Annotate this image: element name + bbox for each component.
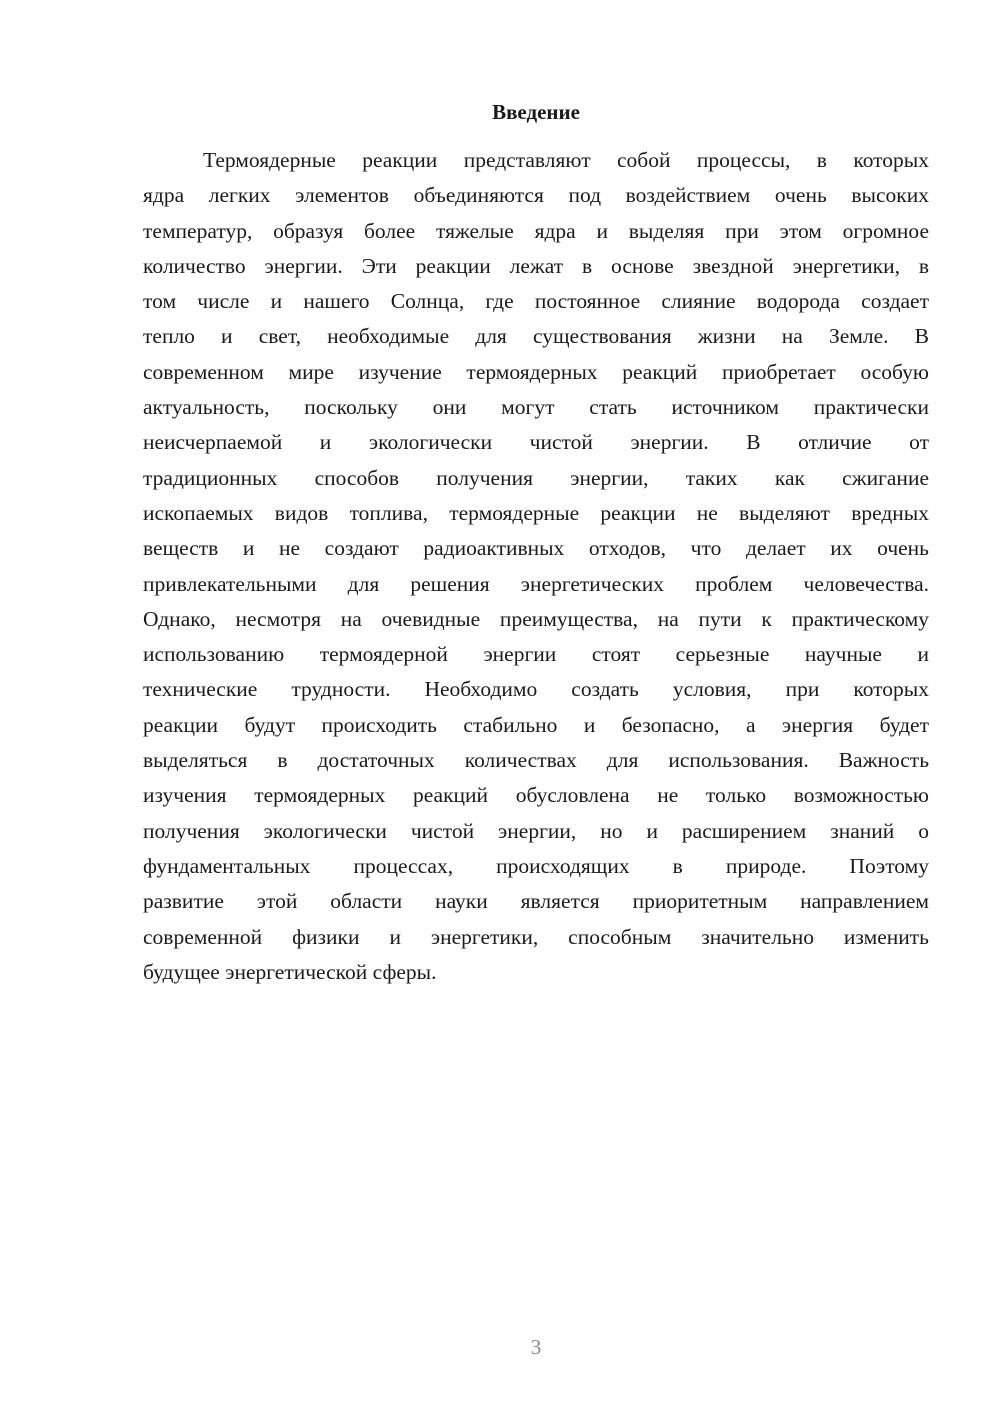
paragraph-line: традиционных способов получения энергии, таких как сжигание bbox=[143, 465, 929, 490]
paragraph-line: современном мире изучение термоядерных реакций приобретает особую bbox=[143, 359, 929, 384]
paragraph-line: развитие этой области науки является приоритетным направлением bbox=[143, 889, 929, 914]
paragraph-line: фундаментальных процессах, происходящих в природе. Поэтому bbox=[143, 853, 929, 878]
paragraph-line: ископаемых видов топлива, термоядерные реакции не выделяют вредных bbox=[143, 500, 929, 525]
paragraph-line: количество энергии. Эти реакции лежат в основе звездной энергетики, в bbox=[143, 253, 929, 278]
paragraph-line: Термоядерные реакции представляют собой процессы, в которых bbox=[203, 148, 929, 172]
paragraph-line: актуальность, поскольку они могут стать источником практически bbox=[143, 395, 929, 420]
section-heading: Введение bbox=[492, 100, 580, 124]
paragraph-line: веществ и не создают радиоактивных отходов, что делает их очень bbox=[143, 536, 929, 561]
paragraph-line: будущее энергетической сферы. bbox=[143, 959, 437, 984]
paragraph-line: технические трудности. Необходимо создать условия, при которых bbox=[143, 677, 929, 702]
paragraph-line: использованию термоядерной энергии стоят серьезные научные и bbox=[143, 642, 929, 667]
body-paragraph bbox=[143, 143, 929, 990]
paragraph-line: температур, образуя более тяжелые ядра и выделяя при этом огромное bbox=[143, 218, 929, 243]
paragraph-line: неисчерпаемой и экологически чистой энергии. В отличие от bbox=[143, 430, 929, 455]
paragraph-line: ядра легких элементов объединяются под воздействием очень высоких bbox=[143, 183, 929, 208]
paragraph-line: получения экологически чистой энергии, но и расширением знаний о bbox=[143, 818, 929, 843]
paragraph-line: привлекательными для решения энергетических проблем человечества. bbox=[143, 571, 929, 596]
paragraph-line: выделяться в достаточных количествах для использования. Важность bbox=[143, 748, 929, 773]
paragraph-line: тепло и свет, необходимые для существования жизни на Земле. В bbox=[143, 324, 929, 349]
paragraph-line: реакции будут происходить стабильно и безопасно, а энергия будет bbox=[143, 712, 929, 737]
paragraph-line: изучения термоядерных реакций обусловлена не только возможностью bbox=[143, 783, 929, 808]
paragraph-line: Однако, несмотря на очевидные преимущества, на пути к практическому bbox=[143, 606, 929, 631]
paragraph-line: том числе и нашего Солнца, где постоянное слияние водорода создает bbox=[143, 289, 929, 314]
page-number: 3 bbox=[530, 1335, 542, 1359]
paragraph-line: современной физики и энергетики, способным значительно изменить bbox=[143, 924, 929, 949]
